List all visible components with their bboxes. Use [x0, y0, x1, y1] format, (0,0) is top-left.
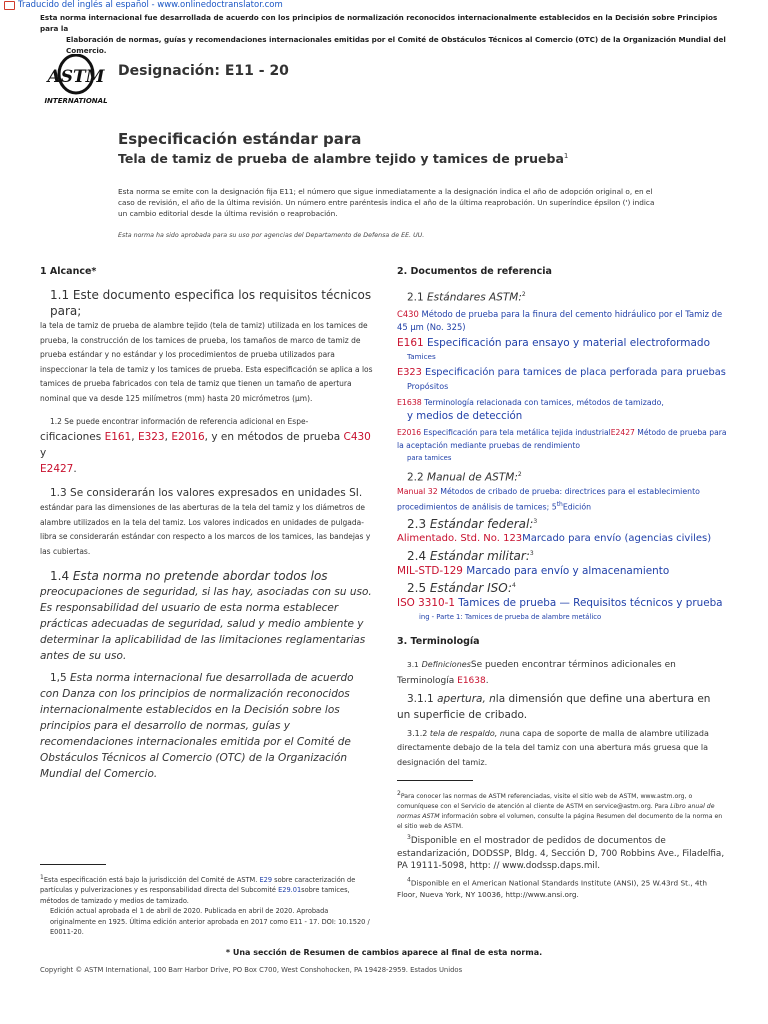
footnote-3: $^3$Disponible en el mostrador de pedidos de documentos de estandarización, DODSSP, Bldg. 4, Sección D, 700 Robbins Ave., Filadelfia, PA 19111-5098, http: // www.dodssp.daps.mil. — [397, 834, 725, 872]
footnote-1-edition: Edición actual aprobada el 1 de abril de 2020. Publicada en abril de 2020. Aprobada originalmente en 1925. Última edición anterior aprobada en 2017 como E11 - 17. DOI: 10.1520 / E0011-20. — [50, 907, 370, 937]
ref-link-e2427-right[interactable]: E2427 — [610, 427, 635, 437]
footnote-4: $^4$Disponible en el American National Standards Institute (ANSI), 25 W.43rd St., 4th Floor, Nueva York, NY 10036, http://www.ansi.org. — [397, 876, 708, 900]
s2-2-heading: 2.2 Manual de ASTM:$^2$ — [407, 470, 522, 483]
section-1-heading: 1 Alcance* — [40, 266, 97, 277]
preamble-line-1: Esta norma internacional fue desarrollada de acuerdo con los principios de normalización reconocidos internacionalmente establecidos en la Decisión sobre Principios para la — [40, 13, 718, 33]
ref-link-e2016[interactable]: E2016 — [171, 431, 205, 444]
preamble — [40, 12, 730, 56]
iso-item[interactable]: ISO 3310-1 Tamices de prueba — Requisitos técnicos y prueba ing - Parte 1: Tamices de prueba de alambre metálico — [397, 596, 723, 621]
title-line-2: Tela de tamiz de prueba de alambre tejido y tamices de prueba$^1$ — [118, 151, 569, 166]
preamble-line-2: Elaboración de normas, guías y recomendaciones internacionales emitidas por el Comité de Obstáculos Técnicos al Comercio (OTC) de la Organización Mundial del Comercio. — [66, 35, 726, 55]
mil-std-item[interactable]: MIL-STD-129 Marcado para envío y almacenamiento — [397, 564, 670, 577]
s3-1-2: 3.1.2 tela de respaldo, nuna capa de soporte de malla de alambre utilizada directamente debajo de la tela del tamiz con una abertura más gruesa que la designación del tamiz. — [397, 728, 709, 767]
s1-1-body: la tela de tamiz de prueba de alambre tejido (tela de tamiz) utilizada en los tamices de prueba, la construcción de los tamices de prueba, los tamaños de marco de tamiz de prueba estándar y no estándar y los procedimientos de prueba utilizados para inspeccionar la tela de tamiz y los tamices de prueba. Esta especificación se aplica a los tamices de prueba fabricados con tela de tamiz que tienen un tamaño de apertura nominal que va desde 125 milímetros (mm) hasta 20 micrómetros (µm). — [40, 321, 373, 403]
s1-5-body: 1,5 Esta norma internacional fue desarrollada de acuerdo con Danza con los principios de normalización reconocidos internacionalmente establecidos en la Decisión sobre los principios para el desarrollo de normas, guías y recomendaciones internacionales emitida por el Comité de Obstáculos Técnicos al Comercio (OTC) de la Organización Mundial del Comercio. — [40, 671, 354, 780]
svg-text:INTERNATIONAL: INTERNATIONAL — [44, 97, 108, 105]
svg-text:ASTM: ASTM — [47, 67, 105, 87]
s1-3-lead: 1.3 Se considerarán los valores expresados en unidades SI. — [50, 487, 363, 500]
astm-logo-mark — [42, 54, 110, 106]
footnote-2: $^2$Para conocer las normas de ASTM referenciadas, visite el sitio web de ASTM, www.astm.org, o comuníquese con el Servicio de atención al cliente de ASTM en service@astm.org. Para Libro anual de normas ASTM información sobre el volumen, consulte la página Resumen del documento de la norma en el sitio web de ASTM. — [397, 790, 723, 831]
subcommittee-link-e2901[interactable]: E29.01 — [278, 886, 302, 895]
ref-item-e323[interactable]: E323 Especificación para tamices de placa perforada para pruebas Propósitos — [397, 366, 726, 391]
s2-4-heading: 2.4 Estándar militar:$^3$ — [407, 548, 534, 563]
left-column — [40, 266, 375, 938]
committee-link-e29[interactable]: E29 — [259, 875, 273, 884]
title-line-1: Especificación estándar para — [118, 130, 362, 148]
ref-item-e161[interactable]: E161 Especificación para ensayo y material electroformado Tamices — [397, 336, 711, 361]
s3-1: 3.1 DefinicionesSe pueden encontrar términos adicionales en Terminología E1638. — [397, 659, 676, 686]
footnote-1: $^1$Esta especificación está bajo la jurisdicción del Comité de ASTM. E29 sobre caracterización de partículas y pulverizaciones y es responsabilidad directa del Subcomité E29.01sobre tamices, métodos de tamizado y medios de tamizado. — [40, 873, 356, 905]
designation: Designación: E11 - 20 — [118, 63, 289, 79]
section-2-heading: 2. Documentos de referencia — [397, 266, 552, 277]
s2-5-heading: 2.5 Estándar ISO:$^4$ — [407, 580, 516, 595]
s1-4-body: preocupaciones de seguridad, si las hay, asociadas con su uso. Es responsabilidad del usuario de esta norma establecer prácticas adecuadas de seguridad, salud y medio ambiente y determinar la aplicabilidad de las limitaciones reglamentarias antes de su uso. — [40, 585, 372, 662]
s2-3-heading: 2.3 Estándar federal:$^3$ — [407, 516, 538, 531]
ref-link-e161[interactable]: E161 — [104, 431, 132, 444]
right-column — [397, 266, 727, 901]
ref-item-e2016[interactable]: E2016 Especificación para tela metálica tejida industrialE2427 Método de prueba para la aceptación mediante pruebas de rendimiento para tamices — [397, 427, 727, 462]
translate-icon — [4, 1, 15, 10]
translator-bar[interactable] — [4, 0, 283, 10]
s1-3-body: estándar para las dimensiones de las aberturas de la tela del tamiz y los diámetros de alambre utilizados en la tela del tamiz. Los valores indicados en unidades de pulgada-libra se considerarán estándar con respecto a los marcos de los tamices, las bandejas y las cubiertas. — [40, 503, 371, 556]
approved-note: Esta norma ha sido aprobada para su uso por agencias del Departamento de Defensa de EE. UU. — [118, 232, 425, 239]
fed-std-item[interactable]: Alimentado. Std. No. 123Marcado para envío (agencias civiles) — [397, 532, 712, 544]
issue-note: Esta norma se emite con la designación fija E11; el número que sigue inmediatamente a la designación indica el año de adopción original o, en el caso de revisión, el año de la última revisión. Un número entre paréntesis indica el año de la última reaprobación. Un superíndice épsilon (') indica un cambio editorial desde la última revisión o reaprobación. — [118, 187, 655, 218]
ref-link-e323[interactable]: E323 — [137, 431, 165, 444]
summary-of-changes-note: * Una sección de Resumen de cambios aparece al final de esta norma. — [225, 948, 543, 957]
astm-logo — [42, 54, 110, 106]
ref-item-c430[interactable]: C430 Método de prueba para la finura del cemento hidráulico por el Tamiz de 45 µm (No. 325) — [397, 308, 723, 332]
s1-4-lead: 1.4 Esta norma no pretende abordar todos los — [50, 568, 328, 583]
ref-link-e2427[interactable]: E2427 — [40, 463, 74, 476]
translator-link[interactable]: Traducido del inglés al español - www.onlinedoctranslator.com — [18, 0, 283, 10]
s1-2-body: cificaciones E161, E323, E2016, y en métodos de prueba C430 y E2427. — [40, 431, 371, 476]
ref-link-e1638[interactable]: E1638 — [457, 675, 486, 686]
s2-1-heading: 2.1 Estándares ASTM:$^2$ — [407, 291, 526, 304]
s3-1-1: 3.1.1 apertura, nla dimensión que define una abertura en un superficie de cribado. — [397, 692, 711, 721]
copyright: Copyright © ASTM International, 100 Barr Harbor Drive, PO Box C700, West Conshohocken, PA 19428-2959. Estados Unidos — [40, 966, 463, 974]
section-3-heading: 3. Terminología — [397, 635, 480, 647]
ref-link-c430[interactable]: C430 — [343, 431, 371, 444]
ref-item-e1638[interactable]: E1638 Terminología relacionada con tamices, métodos de tamizado, y medios de detección — [397, 397, 664, 422]
s1-1-lead: 1.1 Este documento especifica los requisitos técnicos para; — [50, 288, 372, 318]
s1-2-lead: 1.2 Se puede encontrar información de referencia adicional en Espe- — [50, 416, 309, 426]
manual-32-item[interactable]: Manual 32 Métodos de cribado de prueba: directrices para el establecimiento procedimientos de análisis de tamices; 5thEdición — [397, 487, 700, 512]
